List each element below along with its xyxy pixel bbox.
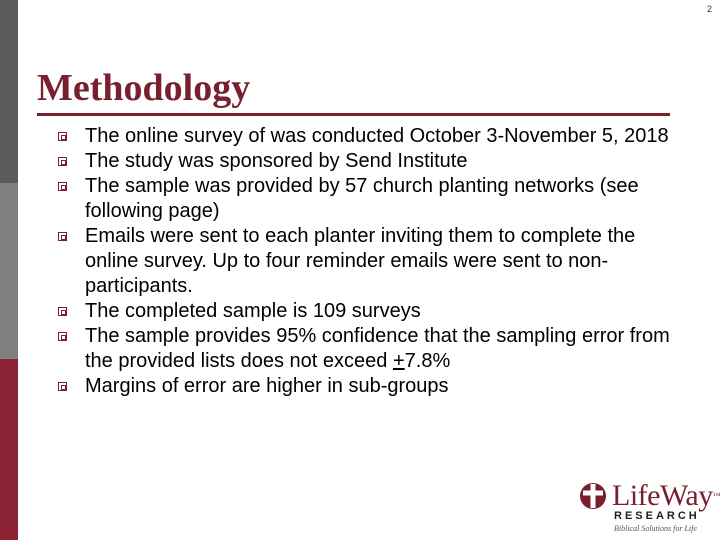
lifeway-research-logo (576, 479, 720, 538)
bullet-item (58, 299, 678, 324)
bullet-item (58, 224, 678, 299)
logo-brand-text (612, 480, 720, 512)
logo-tagline: Biblical Solutions for Life (614, 524, 697, 533)
bullet-text: Margins of error are higher in sub-groups (85, 375, 449, 397)
bullet-item (58, 149, 678, 174)
square-bullet-icon (58, 332, 67, 341)
bullet-text: The sample was provided by 57 church planting networks (see following page) (85, 175, 639, 222)
bullet-item (58, 374, 678, 399)
slide-title: Methodology (37, 67, 251, 109)
square-bullet-icon (58, 307, 67, 316)
bullet-text: The study was sponsored by Send Institute (85, 150, 468, 172)
left-bar-segment-top (0, 0, 18, 183)
plus-minus-sign: + (392, 350, 405, 372)
square-bullet-icon (58, 232, 67, 241)
left-bar-segment-middle (0, 183, 18, 359)
bullet-item (58, 124, 678, 149)
bullet-text: The completed sample is 109 surveys (85, 300, 421, 322)
bullet-text-part: 7.8% (404, 350, 451, 372)
square-bullet-icon (58, 382, 67, 391)
page-number: 2 (706, 4, 712, 14)
square-bullet-icon (58, 132, 67, 141)
trademark-symbol: ™ (712, 491, 720, 500)
title-underline (37, 113, 670, 116)
logo-brand-word: LifeWay (612, 479, 713, 512)
bullet-text: The online survey of was conducted October 3-November 5, 2018 (85, 125, 669, 147)
bullet-item (58, 174, 678, 224)
cross-emblem-icon (576, 480, 610, 514)
bullet-text: Emails were sent to each planter inviting them to complete the online survey. Up to four reminder emails were sent to non-participants. (85, 225, 636, 297)
logo-research-text: RESEARCH (614, 510, 700, 522)
bullet-text (85, 325, 670, 372)
square-bullet-icon (58, 157, 67, 166)
square-bullet-icon (58, 182, 67, 191)
bullet-text-part: The sample provides 95% confidence that the sampling error from the provided lists does not exceed (85, 325, 670, 372)
bullet-item (58, 324, 678, 374)
bullet-list (58, 124, 678, 399)
left-accent-bar (0, 0, 18, 540)
left-bar-segment-bottom (0, 359, 18, 540)
